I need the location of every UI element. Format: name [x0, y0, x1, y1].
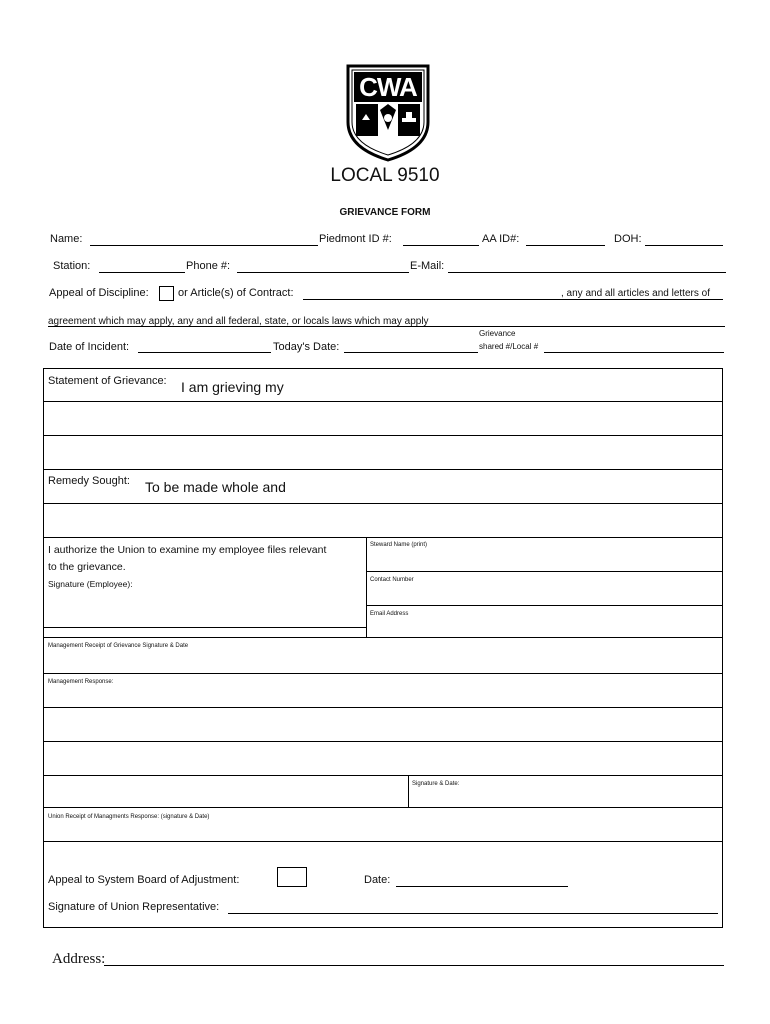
divider: [43, 469, 723, 470]
appeal-discipline-label: Appeal of Discipline:: [49, 287, 149, 299]
union-rep-signature-label: Signature of Union Representative:: [48, 901, 220, 913]
divider: [43, 807, 723, 808]
doh-label: DOH:: [614, 233, 642, 245]
local-title: LOCAL 9510: [330, 165, 440, 186]
shared-local-field[interactable]: [544, 352, 724, 353]
address-label: Address:: [52, 951, 106, 967]
divider: [43, 775, 723, 776]
todays-date-label: Today's Date:: [273, 341, 340, 353]
aa-id-label: AA ID#:: [482, 233, 520, 245]
piedmont-id-field[interactable]: [403, 245, 479, 246]
divider: [43, 841, 723, 842]
phone-label: Phone #:: [186, 260, 231, 272]
shared-local-label: shared #/Local #: [479, 342, 539, 351]
articles-contract-label: or Article(s) of Contract:: [178, 287, 294, 299]
management-response-field[interactable]: [44, 688, 722, 774]
remedy-continuation[interactable]: [44, 504, 722, 536]
divider: [366, 571, 723, 572]
divider: [43, 673, 723, 674]
steward-name-field[interactable]: [367, 552, 722, 570]
union-rep-signature-field[interactable]: [228, 913, 718, 914]
contact-number-field[interactable]: [367, 586, 722, 604]
name-field[interactable]: [90, 245, 318, 246]
agreement-text: agreement which may apply, any and all federal, state, or locals laws which may apply: [48, 316, 429, 327]
todays-date-field[interactable]: [344, 352, 478, 353]
management-receipt-label: Management Receipt of Grievance Signature & Date: [48, 643, 189, 649]
agreement-line[interactable]: [48, 326, 725, 327]
management-response-label: Management Response:: [48, 679, 114, 685]
authorize-text-2: to the grievance.: [48, 561, 126, 573]
divider: [43, 627, 366, 628]
steward-email-field[interactable]: [367, 620, 722, 636]
grievance-label: Grievance: [479, 329, 516, 338]
form-title: GRIEVANCE FORM: [339, 207, 431, 218]
appeal-discipline-checkbox[interactable]: [159, 286, 174, 301]
remedy-label: Remedy Sought:: [48, 475, 130, 487]
articles-contract-field[interactable]: [303, 299, 723, 300]
divider: [366, 605, 723, 606]
articles-letters-text: , any and all articles and letters of: [561, 288, 710, 299]
email-field[interactable]: [448, 272, 726, 273]
management-sig-date-field[interactable]: [409, 790, 722, 806]
appeal-board-checkbox[interactable]: [277, 867, 307, 887]
name-label: Name:: [50, 233, 83, 245]
remedy-input[interactable]: To be made whole and: [145, 479, 286, 495]
authorize-text-1: I authorize the Union to examine my employee files relevant: [48, 544, 327, 556]
steward-email-label: Email Address: [370, 611, 409, 617]
statement-input[interactable]: I am grieving my: [181, 379, 284, 395]
date-incident-field[interactable]: [138, 352, 271, 353]
piedmont-id-label: Piedmont ID #:: [319, 233, 392, 245]
statement-label: Statement of Grievance:: [48, 375, 167, 387]
phone-field[interactable]: [237, 272, 409, 273]
management-receipt-field[interactable]: [44, 652, 722, 672]
signature-employee-field[interactable]: [44, 592, 365, 626]
aa-id-field[interactable]: [526, 245, 605, 246]
steward-name-label: Steward Name (print): [370, 542, 428, 548]
doh-field[interactable]: [645, 245, 723, 246]
appeal-date-field[interactable]: [396, 886, 568, 887]
cwa-logo-text: CWA: [359, 72, 417, 102]
appeal-board-label: Appeal to System Board of Adjustment:: [48, 874, 240, 886]
cwa-logo: [342, 60, 434, 162]
signature-employee-label: Signature (Employee):: [48, 579, 133, 589]
station-label: Station:: [53, 260, 91, 272]
station-field[interactable]: [99, 272, 185, 273]
divider: [43, 637, 723, 638]
contact-number-label: Contact Number: [370, 577, 414, 583]
address-field[interactable]: [104, 965, 724, 966]
appeal-date-label: Date:: [364, 874, 391, 886]
divider: [43, 537, 723, 538]
union-receipt-label: Union Receipt of Managments Response: (signature & Date): [48, 814, 210, 820]
email-label: E-Mail:: [410, 260, 445, 272]
union-receipt-field[interactable]: [44, 823, 722, 840]
date-incident-label: Date of Incident:: [49, 341, 130, 353]
management-sig-date-label: Signature & Date:: [412, 781, 460, 787]
statement-continuation[interactable]: [44, 402, 722, 468]
